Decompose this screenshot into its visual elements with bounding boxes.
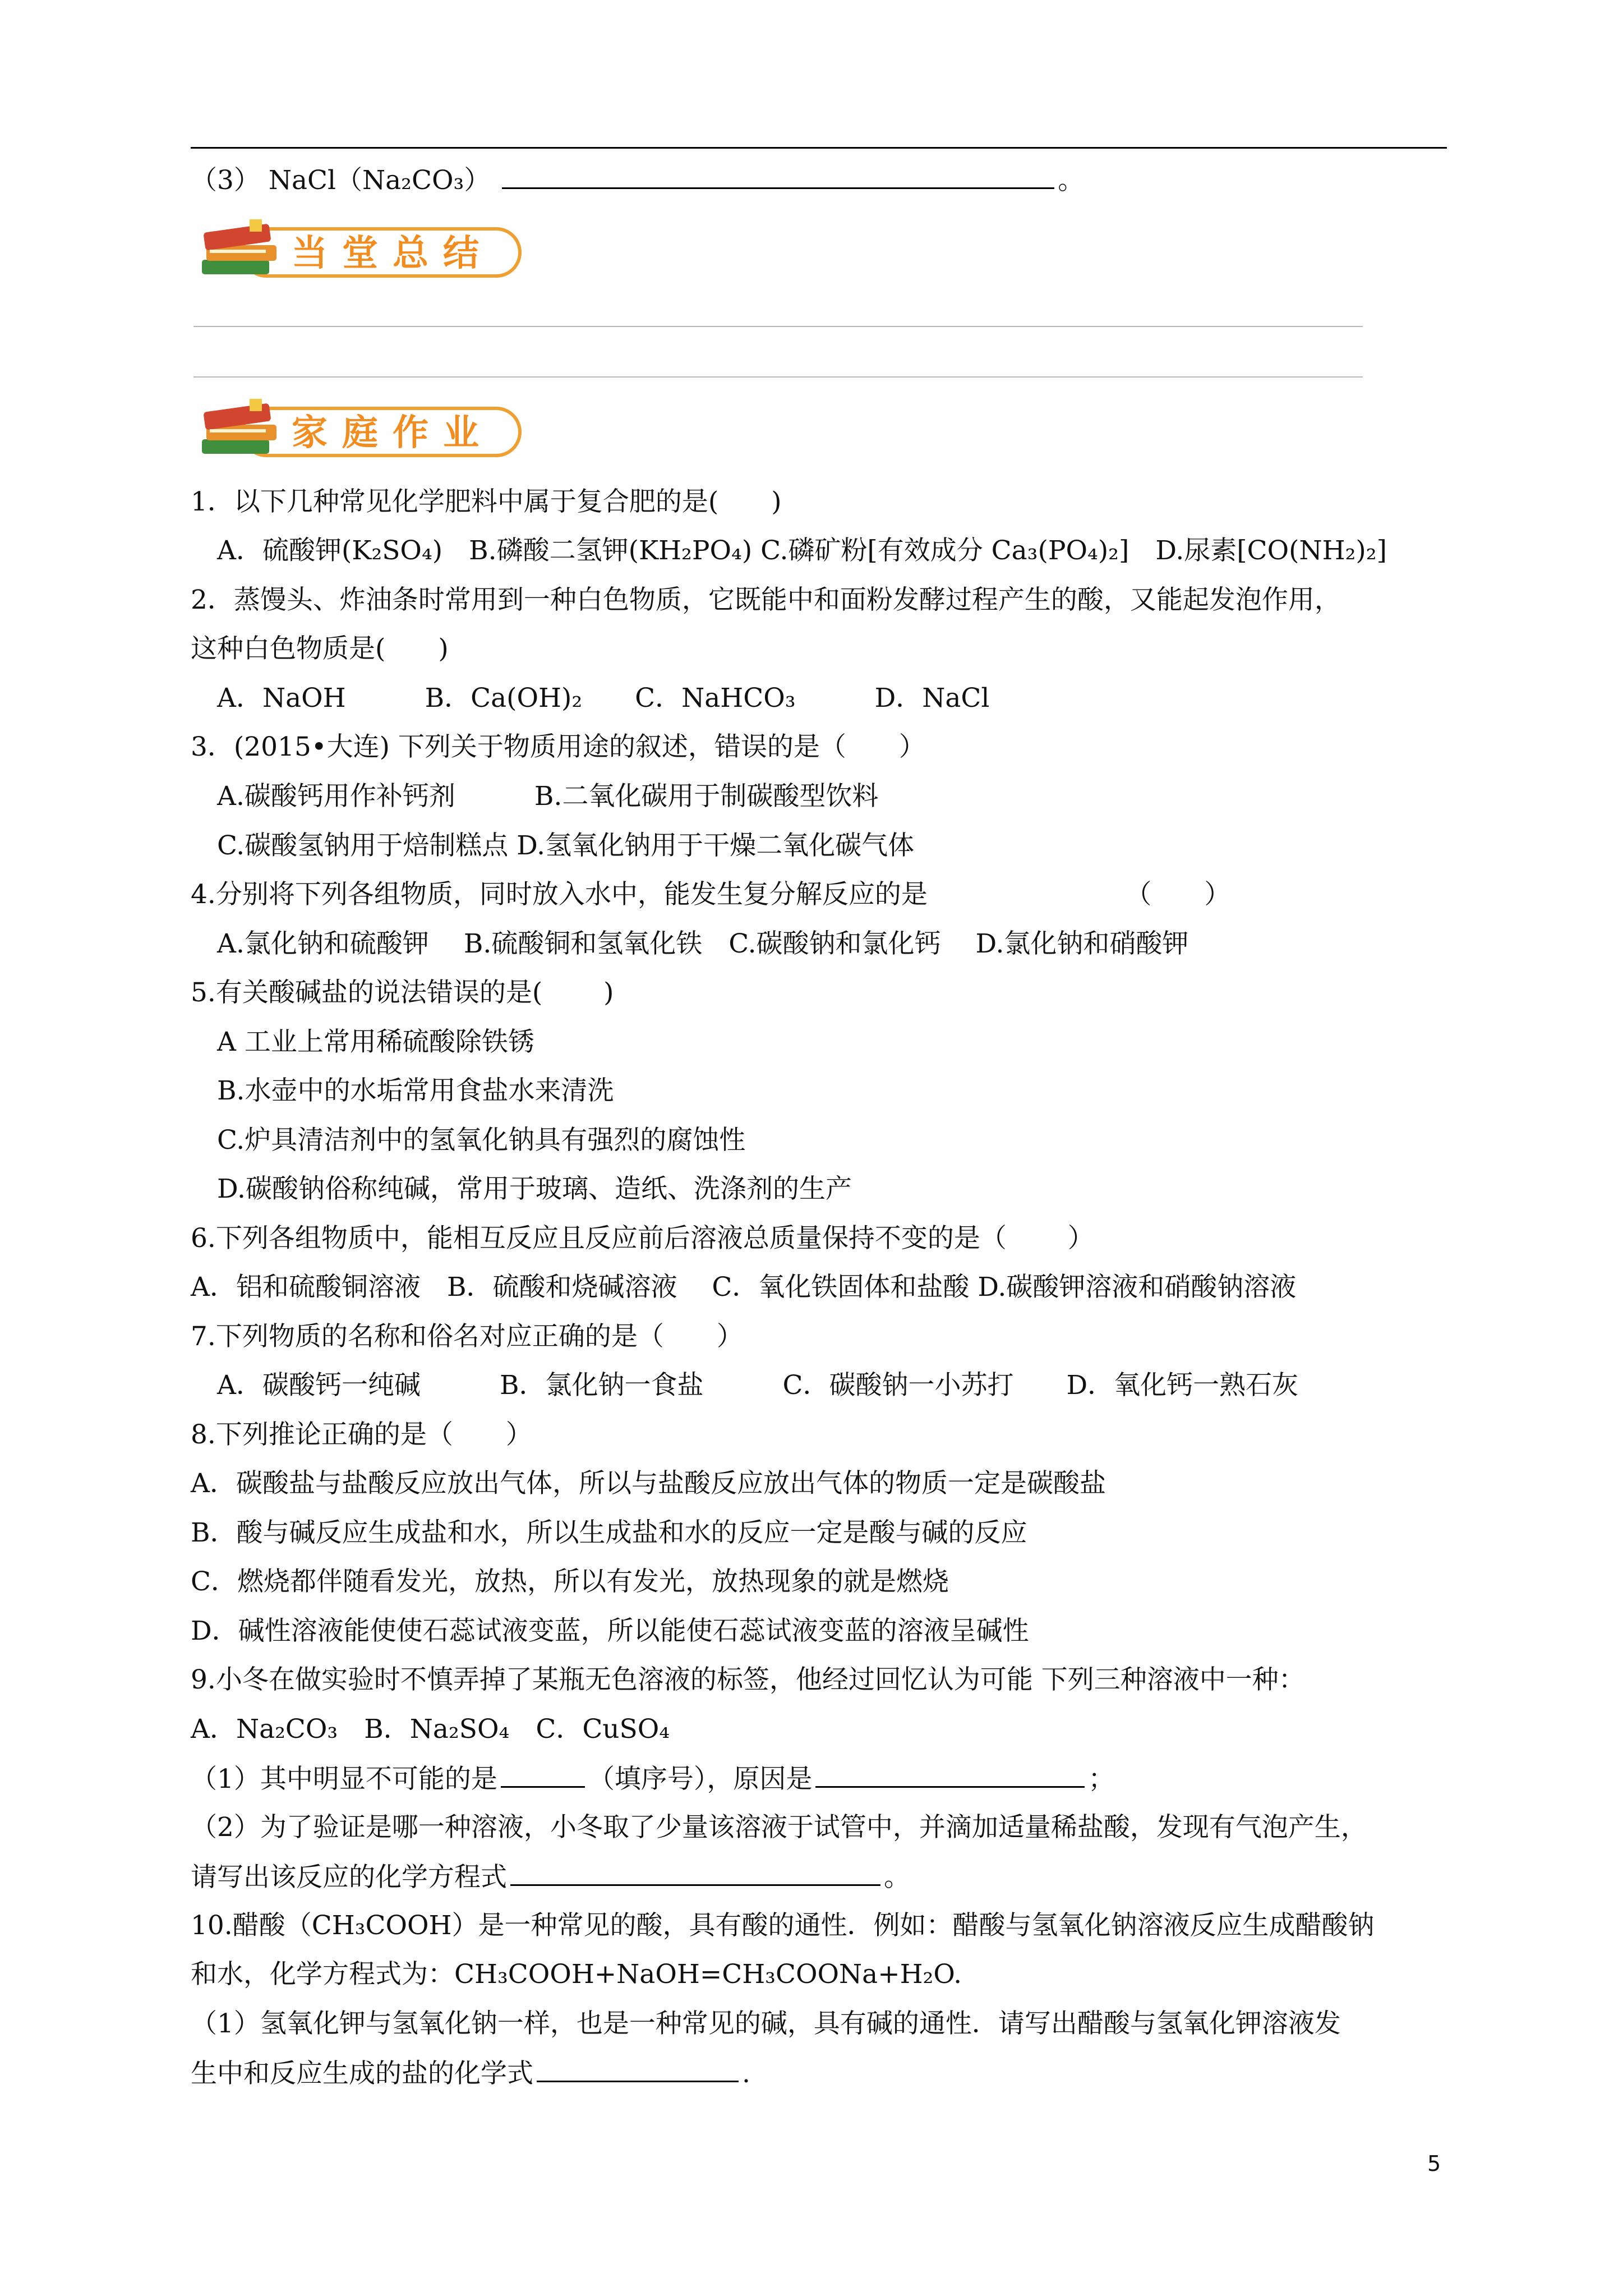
text-line: 9.小冬在做实验时不慎弄掉了某瓶无色溶液的标签，他经过回忆认为可能 下列三种溶液中一种： (191, 1664, 1305, 1695)
text-line: （2）为了验证是哪一种溶液，小冬取了少量该溶液于试管中，并滴加适量稀盐酸，发现有气泡产生， (191, 1812, 1367, 1843)
answer-blank[interactable] (815, 1761, 1085, 1788)
books-icon (196, 216, 292, 283)
header-rule (191, 147, 1447, 149)
section-banner-homework (196, 395, 533, 463)
q9-part1-line: （1）其中明显不可能的是 （填序号），原因是 ； (191, 1761, 1114, 1796)
text-line: A．碳酸盐与盐酸反应放出气体，所以与盐酸反应放出气体的物质一定是碳酸盐 (191, 1468, 1106, 1499)
text-line: B．酸与碱反应生成盐和水，所以生成盐和水的反应一定是酸与碱的反应 (191, 1517, 1027, 1548)
answer-blank[interactable] (501, 1761, 585, 1788)
text-line: 4.分别将下列各组物质，同时放入水中，能发生复分解反应的是 （ ） (191, 879, 1231, 910)
text-line: B.水壶中的水垢常用食盐水来清洗 (191, 1075, 614, 1106)
text-line: A．NaOH B．Ca(OH)₂ C．NaHCO₃ D．NaCl (191, 683, 990, 714)
text-line: C.炉具清洁剂中的氢氧化钠具有强烈的腐蚀性 (191, 1125, 746, 1156)
answer-blank[interactable] (537, 2056, 739, 2082)
page-number: 5 (1427, 2151, 1441, 2176)
text-line: A．Na₂CO₃ B．Na₂SO₄ C．CuSO₄ (191, 1714, 670, 1745)
text-line: C．燃烧都伴随看发光，放热，所以有发光，放热现象的就是燃烧 (191, 1566, 949, 1597)
text-line: A.氯化钠和硫酸钾 B.硫酸铜和氢氧化铁 C.碳酸钠和氯化钙 D.氯化钠和硝酸钾 (191, 928, 1189, 959)
text-line: 2．蒸馒头、炸油条时常用到一种白色物质，它既能中和面粉发酵过程产生的酸，又能起发泡作用， (191, 585, 1341, 615)
text-line: 7.下列物质的名称和俗名对应正确的是（ ） (191, 1321, 743, 1352)
text-line: D．碱性溶液能使使石蕊试液变蓝，所以能使石蕊试液变蓝的溶液呈碱性 (191, 1616, 1029, 1646)
books-icon (196, 395, 292, 463)
q10-part1-line: 生中和反应生成的盐的化学式 . (191, 2056, 750, 2091)
text-line: 5.有关酸碱盐的说法错误的是( ) (191, 977, 614, 1008)
item-number: （3） (191, 165, 260, 196)
text-line: C.碳酸氢钠用于焙制糕点 D.氢氧化钠用于干燥二氧化碳气体 (191, 830, 915, 861)
text-line: 和水，化学方程式为：CH₃COOH+NaOH=CH₃COONa+H₂O. (191, 1959, 962, 1990)
section-title-homework: 家庭作业 (292, 412, 494, 454)
text-line: （1）氢氧化钾与氢氧化钠一样，也是一种常见的碱，具有碱的通性．请写出醋酸与氢氧化钾溶液发 (191, 2008, 1341, 2039)
text-line: 6.下列各组物质中，能相互反应且反应前后溶液总质量保持不变的是（ ） (191, 1223, 1094, 1254)
writing-line (193, 326, 1363, 327)
text-line: A 工业上常用稀硫酸除铁锈 (191, 1027, 534, 1057)
text-line: 3．(2015•大连) 下列关于物质用途的叙述，错误的是（ ） (191, 731, 925, 762)
item-3-line: （3） NaCl（Na₂CO₃） 。 (191, 163, 1084, 197)
q9-part2-line: 请写出该反应的化学方程式 。 (191, 1860, 910, 1894)
text-line: A．碳酸钙一纯碱 B．氯化钠一食盐 C．碳酸钠一小苏打 D．氧化钙一熟石灰 (191, 1370, 1299, 1401)
item-formula: NaCl（Na₂CO₃） (268, 165, 491, 196)
text-line: 1．以下几种常见化学肥料中属于复合肥的是( ) (191, 486, 782, 517)
text-line: A．铝和硫酸铜溶液 B．硫酸和烧碱溶液 C．氧化铁固体和盐酸 D.碳酸钾溶液和硝酸钠溶液 (191, 1272, 1297, 1303)
answer-blank[interactable] (510, 1860, 880, 1886)
text-line: 8.下列推论正确的是（ ） (191, 1419, 532, 1450)
text-line: A．硫酸钾(K₂SO₄) B.磷酸二氢钾(KH₂PO₄) C.磷矿粉[有效成分 Ca₃(PO₄)₂] D.尿素[CO(NH₂)₂] (191, 535, 1387, 566)
section-banner-summary (196, 216, 533, 283)
writing-line (193, 376, 1363, 378)
text-line: A.碳酸钙用作补钙剂 B.二氧化碳用于制碳酸型饮料 (191, 781, 879, 812)
text-line: 这种白色物质是( ) (191, 633, 449, 664)
text-line: D.碳酸钠俗称纯碱，常用于玻璃、造纸、洗涤剂的生产 (191, 1174, 852, 1204)
answer-blank[interactable] (502, 163, 1054, 189)
section-title-summary: 当堂总结 (292, 233, 494, 274)
text-line: 10.醋酸（CH₃COOH）是一种常见的酸，具有酸的通性．例如：醋酸与氢氧化钠溶液反应生成醋酸钠 (191, 1910, 1375, 1941)
